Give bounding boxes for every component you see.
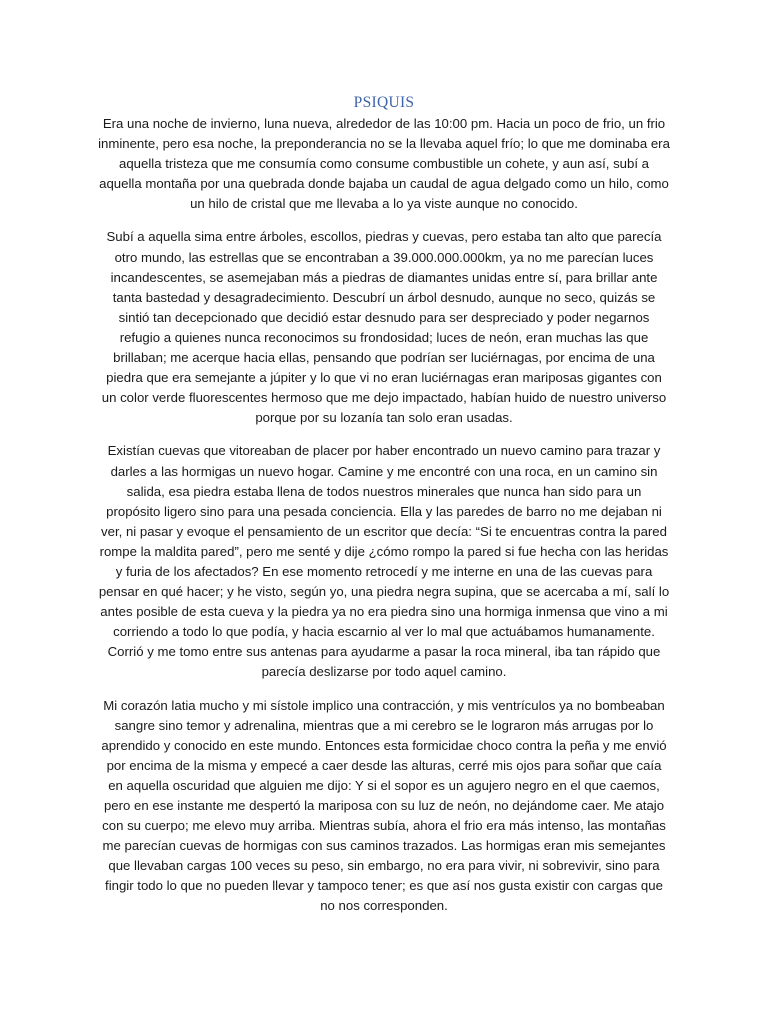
paragraph: Existían cuevas que vitoreaban de placer por haber encontrado un nuevo camino para trazar y darles a las hormigas un nuevo hogar. Camine y me encontré con una roca, en un camino sin salida, esa piedra estaba llena de todos nuestros minerales que nunca han sido para un propósito ligero sino para una pesada conciencia. Ella y las paredes de barro no me dejaban ni ver, ni pasar y evoque el pensamiento de un escritor que decía: “Si te encuentras contra la pared rompe la maldita pared”, pero me senté y dije ¿cómo rompo la pared si fue hecha con las heridas y furia de los afectados? En ese momento retrocedí y me interne en una de las cuevas para pensar en qué hacer; y he visto, según yo, una piedra negra supina, que se acercaba a mí, salí lo antes posible de esta cueva y la piedra ya no era piedra sino una hormiga inmensa que vino a mi corriendo a todo lo que podía, y hacia escarnio al ver lo mal que actuábamos humanamente. Corrió y me tomo entre sus antenas para ayudarme a pasar la roca mineral, iba tan rápido que parecía deslizarse por todo aquel camino. (98, 443, 670, 680)
paragraph: Era una noche de invierno, luna nueva, alrededor de las 10:00 pm. Hacia un poco de frio, un frio inminente, pero esa noche, la preponderancia no se la llevaba aquel frío; lo que me dominaba era aquella tristeza que me consumía como consume combustible un cohete, y aun así, subí a aquella montaña por una quebrada donde bajaba un caudal de agua delgado como un hilo, como un hilo de cristal que me llevaba a lo ya viste aunque no conocido. (98, 116, 670, 212)
paragraph: Subí a aquella sima entre árboles, escollos, piedras y cuevas, pero estaba tan alto que parecía otro mundo, las estrellas que se encontraban a 39.000.000.000km, ya no me parecían luces incandescentes, se asemejaban más a piedras de diamantes unidas entre sí, para brillar ante tanta bastedad y desagradecimiento. Descubrí un árbol desnudo, aunque no seco, quizás se sintió tan decepcionado que decidió estar desnudo para ser despreciado y poder negarnos refugio a quienes nunca reconocimos su frondosidad; luces de neón, eran muchas las que brillaban; me acerque hacia ellas, pensando que podrían ser luciérnagas, por encima de una piedra que era semejante a júpiter y lo que vi no eran luciérnagas eran mariposas gigantes con un color verde fluorescentes hermoso que me dejo impactado, habían huido de nuestro universo porque por su lozanía tan solo eran usadas. (101, 229, 667, 426)
paragraph: Mi corazón latia mucho y mi sístole implico una contracción, y mis ventrículos ya no bombeaban sangre sino temor y adrenalina, mientras que a mi cerebro se le lograron más arrugas por lo aprendido y conocido en este mundo. Entonces esta formicidae choco contra la peña y me envió por encima de la misma y empecé a caer desde las alturas, cerré mis ojos para soñar que caía en aquella oscuridad que alguien me dijo: Y si el sopor es un agujero negro en el que caemos, pero en ese instante me despertó la mariposa con su luz de neón, no dejándome caer. Me atajo con su cuerpo; me elevo muy arriba. Mientras subía, ahora el frio era más intenso, las montañas me parecían cuevas de hormigas con sus caminos trazados. Las hormigas eran mis semejantes que llevaban cargas 100 veces su peso, sin embargo, no era para vivir, ni sobrevivir, sino para fingir todo lo que no pueden llevar y tampoco tener; es que así nos gusta existir con cargas que no nos corresponden. (101, 697, 667, 914)
document-title: PSIQUIS (353, 94, 415, 111)
document-body (98, 92, 670, 930)
